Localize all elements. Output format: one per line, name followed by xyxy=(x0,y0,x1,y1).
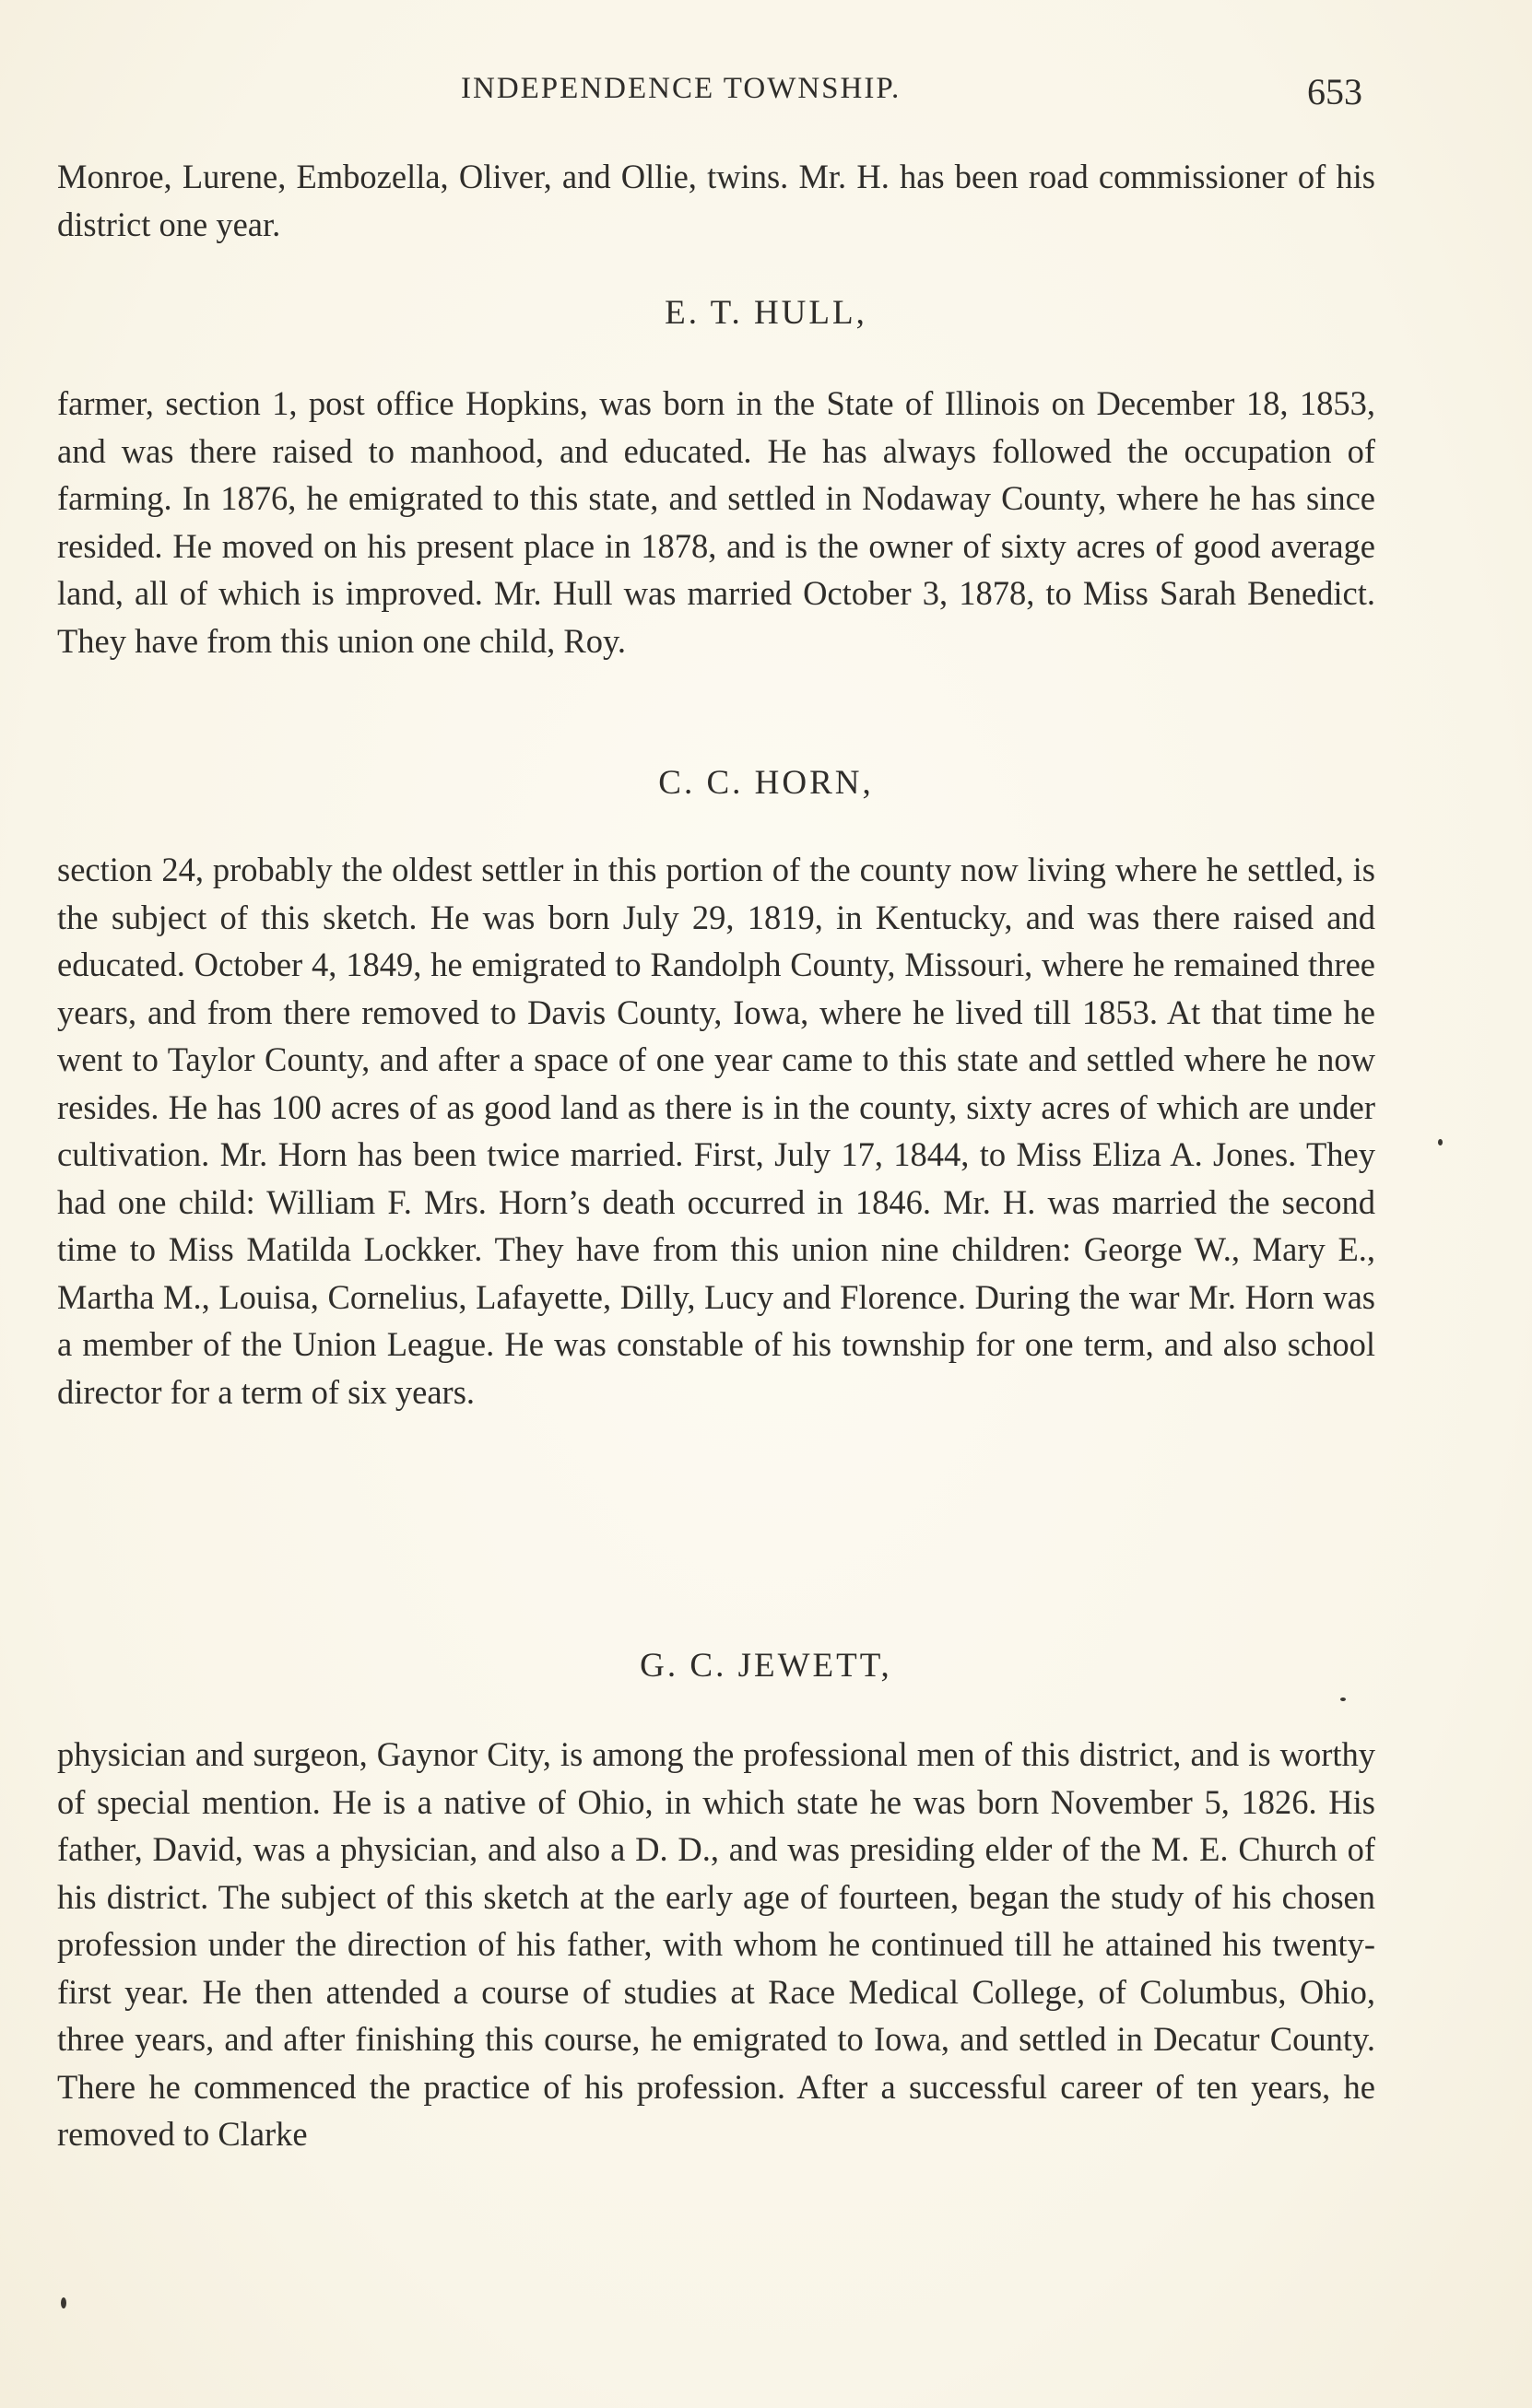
section-text-jewett: physician and surgeon, Gaynor City, is among the professional men of this district, and is worthy of special mention. He is a native of Ohio, in which state he was born November 5, 1826. His father, David, was a physician, and also a D. D., and was presiding elder of the M. E. Church of his district. The subject of this sketch at the early age of fourteen, began the study of his chosen profession under the direction of his father, with whom he continued till he attained his twenty-first year. He then attended a course of studies at Race Medical College, of Columbus, Ohio, three years, and after finishing this course, he emigrated to Iowa, and settled in Decatur County. There he commenced the practice of his profession. After a successful career of ten years, he removed to Clarke xyxy=(57,1735,1375,2153)
section-text-horn: section 24, probably the oldest settler in this portion of the county now living where he settled, is the subject of this sketch. He was born July 29, 1819, in Kentucky, and was there raised and educated. October 4, 1849, he emigrated to Randolph County, Missouri, where he remained three years, and from there removed to Davis County, Iowa, where he lived till 1853. At that time he went to Taylor County, and after a space of one year came to this state and settled where he now resides. He has 100 acres of as good land as there is in the county, sixty acres of which are under cultivation. Mr. Horn has been twice married. First, July 17, 1844, to Miss Eliza A. Jones. They had one child: William F. Mrs. Horn’s death occurred in 1846. Mr. H. was married the second time to Miss Matilda Lockker. They have from this union nine children: George W., Mary E., Martha M., Louisa, Cornelius, Lafayette, Dilly, Lucy and Florence. During the war Mr. Horn was a member of the Union League. He was constable of his township for one term, and also school director for a term of six years. xyxy=(57,851,1375,1411)
page-number: 653 xyxy=(1307,71,1362,112)
intro-paragraph: Monroe, Lurene, Embozella, Oliver, and Ollie, twins. Mr. H. has been road commissioner of his district one year. xyxy=(57,158,1375,243)
section-text-hull: farmer, section 1, post office Hopkins, was born in the State of Illinois on December 18, 1853, and was there raised to manhood, and educated. He has always followed the occupation of farming. In 1876, he emigrated to this state, and settled in Nodaway County, where he has since resided. He moved on his present place in 1878, and is the owner of sixty acres of good average land, all of which is improved. Mr. Hull was married October 3, 1878, to Miss Sarah Benedict. They have from this union one child, Roy. xyxy=(57,384,1375,660)
running-head: INDEPENDENCE TOWNSHIP. xyxy=(461,72,902,105)
ink-speck xyxy=(1340,1697,1346,1701)
section-heading-hull: E. T. HULL, xyxy=(665,294,867,332)
section-heading-horn: C. C. HORN, xyxy=(658,764,874,802)
section-heading-jewett: G. C. JEWETT, xyxy=(640,1647,892,1685)
ink-speck xyxy=(61,2297,66,2308)
ink-speck xyxy=(1438,1139,1443,1145)
